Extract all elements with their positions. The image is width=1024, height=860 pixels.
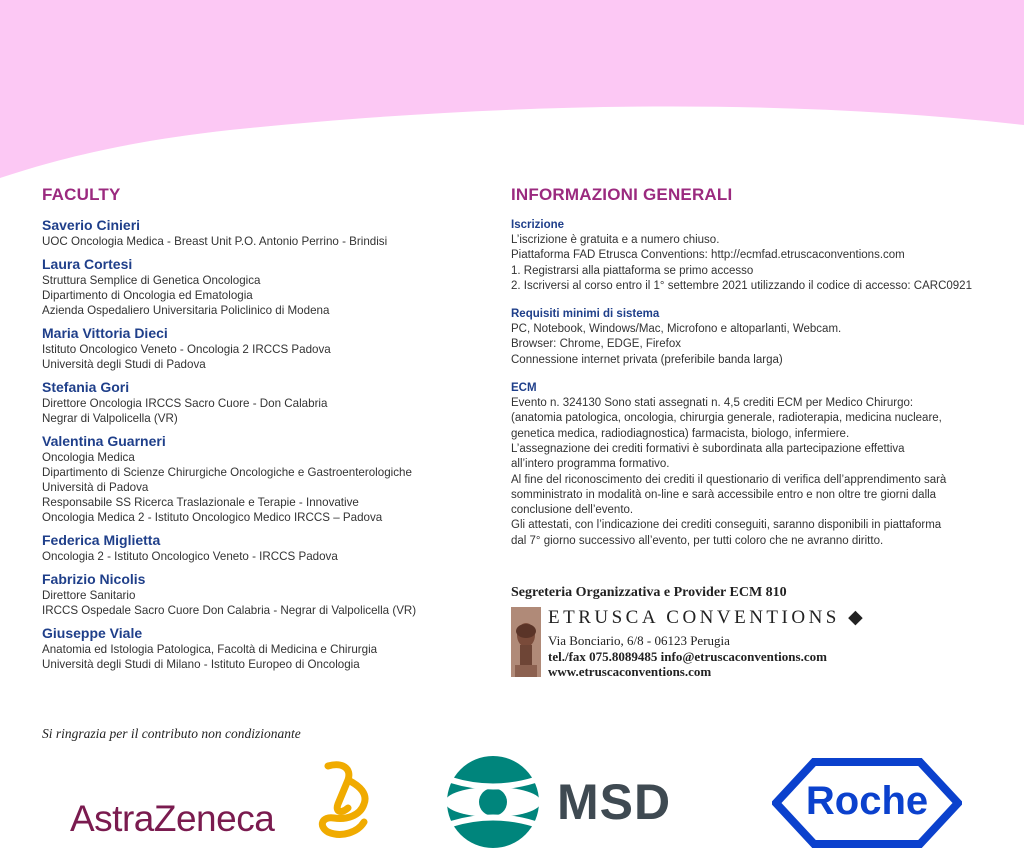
astrazeneca-symbol-icon bbox=[308, 760, 374, 840]
faculty-member bbox=[42, 532, 482, 564]
info-block bbox=[511, 380, 1011, 549]
faculty-member bbox=[42, 433, 482, 525]
info-block-heading: Iscrizione bbox=[511, 219, 565, 231]
info-block-line: Piattaforma FAD Etrusca Conventions: http://ecmfad.etruscaconventions.com bbox=[511, 249, 905, 262]
info-block-line: Evento n. 324130 Sono stati assegnati n. 4,5 crediti ECM per Medico Chirurgo: bbox=[511, 397, 914, 410]
secretariat-website[interactable]: www.etruscaconventions.com bbox=[548, 664, 712, 679]
faculty-member-line: Responsabile SS Ricerca Traslazionale e Terapie - Innovative bbox=[42, 496, 359, 509]
faculty-member bbox=[42, 379, 482, 426]
faculty-member-line: Università di Padova bbox=[42, 481, 149, 494]
faculty-member-heading: Maria Vittoria Dieci bbox=[42, 325, 168, 341]
faculty-title: FACULTY bbox=[42, 185, 121, 204]
faculty-member bbox=[42, 571, 482, 618]
info-block bbox=[511, 306, 1011, 368]
info-block-line: 2. Iscriversi al corso entro il 1° settembre 2021 utilizzando il codice di accesso: CARC0921 bbox=[511, 279, 972, 292]
faculty-member-line: Oncologia Medica bbox=[42, 451, 135, 464]
info-block-line: all’intero programma formativo. bbox=[511, 458, 670, 471]
secretariat-contacts: tel./fax 075.8089485 info@etruscaconventions.com bbox=[548, 649, 827, 664]
info-block-line: dal 7° giorno successivo all’evento, per tutti coloro che ne avranno diritto. bbox=[511, 534, 884, 547]
info-title: INFORMAZIONI GENERALI bbox=[511, 185, 733, 204]
faculty-member-line: IRCCS Ospedale Sacro Cuore Don Calabria - Negrar di Valpolicella (VR) bbox=[42, 604, 417, 617]
faculty-member-line: Oncologia Medica 2 - Istituto Oncologico Medico IRCCS – Padova bbox=[42, 511, 383, 524]
info-section bbox=[511, 185, 1011, 561]
faculty-member-heading: Giuseppe Viale bbox=[42, 625, 143, 641]
info-block-line: L’assegnazione dei crediti formativi è subordinata alla partecipazione effettiva bbox=[511, 442, 905, 455]
faculty-member-line: Oncologia 2 - Istituto Oncologico Veneto - IRCCS Padova bbox=[42, 550, 338, 563]
faculty-member-heading: Stefania Gori bbox=[42, 379, 130, 395]
faculty-member bbox=[42, 625, 482, 672]
info-block-heading: Requisiti minimi di sistema bbox=[511, 308, 660, 321]
faculty-member-line: Direttore Sanitario bbox=[42, 589, 136, 602]
faculty-list bbox=[42, 217, 482, 672]
info-list bbox=[511, 217, 1011, 549]
faculty-member bbox=[42, 217, 482, 249]
info-block-heading: ECM bbox=[511, 382, 537, 395]
info-block-line: (anatomia patologica, oncologia, chirurgia generale, radioterapia, medicina nucleare, bbox=[511, 412, 942, 425]
faculty-member-heading: Valentina Guarneri bbox=[42, 433, 166, 449]
faculty-member-heading: Saverio Cinieri bbox=[42, 217, 141, 233]
secretariat-title: Segreteria Organizzativa e Provider ECM 810 bbox=[511, 585, 787, 600]
etruscan-head-logo bbox=[511, 607, 541, 677]
faculty-member bbox=[42, 256, 482, 318]
faculty-member-heading: Fabrizio Nicolis bbox=[42, 571, 146, 587]
faculty-member-line: UOC Oncologia Medica - Breast Unit P.O. Antonio Perrino - Brindisi bbox=[42, 235, 388, 248]
info-block-line: Connessione internet privata (preferibile banda larga) bbox=[511, 353, 783, 366]
info-block-line: L’iscrizione è gratuita e a numero chiuso. bbox=[511, 234, 720, 246]
faculty-member-heading: Laura Cortesi bbox=[42, 256, 133, 272]
info-block-line: Al fine del riconoscimento dei crediti il questionario di verifica dell’apprendimento sarà bbox=[511, 473, 947, 486]
msd-wordmark: MSD bbox=[557, 774, 672, 830]
info-block-line: genetica medica, radiodiagnostica) farmacista, biologo, infermiere. bbox=[511, 427, 850, 440]
faculty-member-line: Anatomia ed Istologia Patologica, Facoltà di Medicina e Chirurgia bbox=[42, 643, 378, 656]
faculty-member-line: Università degli Studi di Padova bbox=[42, 358, 206, 371]
faculty-member-line: Struttura Semplice di Genetica Oncologica bbox=[42, 274, 261, 287]
faculty-member-line: Direttore Oncologia IRCCS Sacro Cuore - Don Calabria bbox=[42, 397, 328, 410]
faculty-member-line: Dipartimento di Oncologia ed Ematologia bbox=[42, 289, 253, 302]
astrazeneca-wordmark: AstraZeneca bbox=[70, 798, 275, 839]
secretariat-address: Via Bonciario, 6/8 - 06123 Perugia bbox=[548, 633, 730, 648]
msd-logo bbox=[445, 755, 695, 850]
faculty-member bbox=[42, 325, 482, 372]
roche-wordmark: Roche bbox=[805, 779, 929, 823]
sponsor-thanks: Si ringrazia per il contributo non condizionante bbox=[42, 726, 301, 741]
faculty-member-line: Università degli Studi di Milano - Istituto Europeo di Oncologia bbox=[42, 658, 360, 671]
roche-logo bbox=[772, 757, 962, 849]
faculty-member-line: Azienda Ospedaliero Universitaria Policlinico di Modena bbox=[42, 304, 330, 317]
faculty-member-line: Istituto Oncologico Veneto - Oncologia 2 IRCCS Padova bbox=[42, 343, 331, 356]
info-block-line: Browser: Chrome, EDGE, Firefox bbox=[511, 338, 681, 351]
faculty-member-heading: Federica Miglietta bbox=[42, 532, 161, 548]
faculty-section bbox=[42, 185, 482, 679]
secretariat-company: ETRUSCA CONVENTIONS ◆ bbox=[548, 607, 867, 628]
info-block-line: 1. Registrarsi alla piattaforma se primo accesso bbox=[511, 264, 754, 277]
info-block-line: conclusione dell’evento. bbox=[511, 504, 634, 517]
info-block-line: Gli attestati, con l’indicazione dei crediti conseguiti, saranno disponibili in piattaforma bbox=[511, 519, 942, 532]
astrazeneca-logo bbox=[70, 760, 390, 850]
info-block-line: somministrato in modalità on-line e sarà accessibile entro e non oltre tre giorni dalla bbox=[511, 488, 937, 501]
faculty-member-line: Dipartimento di Scienze Chirurgiche Oncologiche e Gastroenterologiche bbox=[42, 466, 412, 479]
info-block-line: PC, Notebook, Windows/Mac, Microfono e altoparlanti, Webcam. bbox=[511, 323, 842, 336]
info-block bbox=[511, 217, 1011, 294]
msd-symbol-icon bbox=[445, 755, 541, 850]
header-wave-background bbox=[0, 0, 1024, 190]
faculty-member-line: Negrar di Valpolicella (VR) bbox=[42, 412, 178, 425]
